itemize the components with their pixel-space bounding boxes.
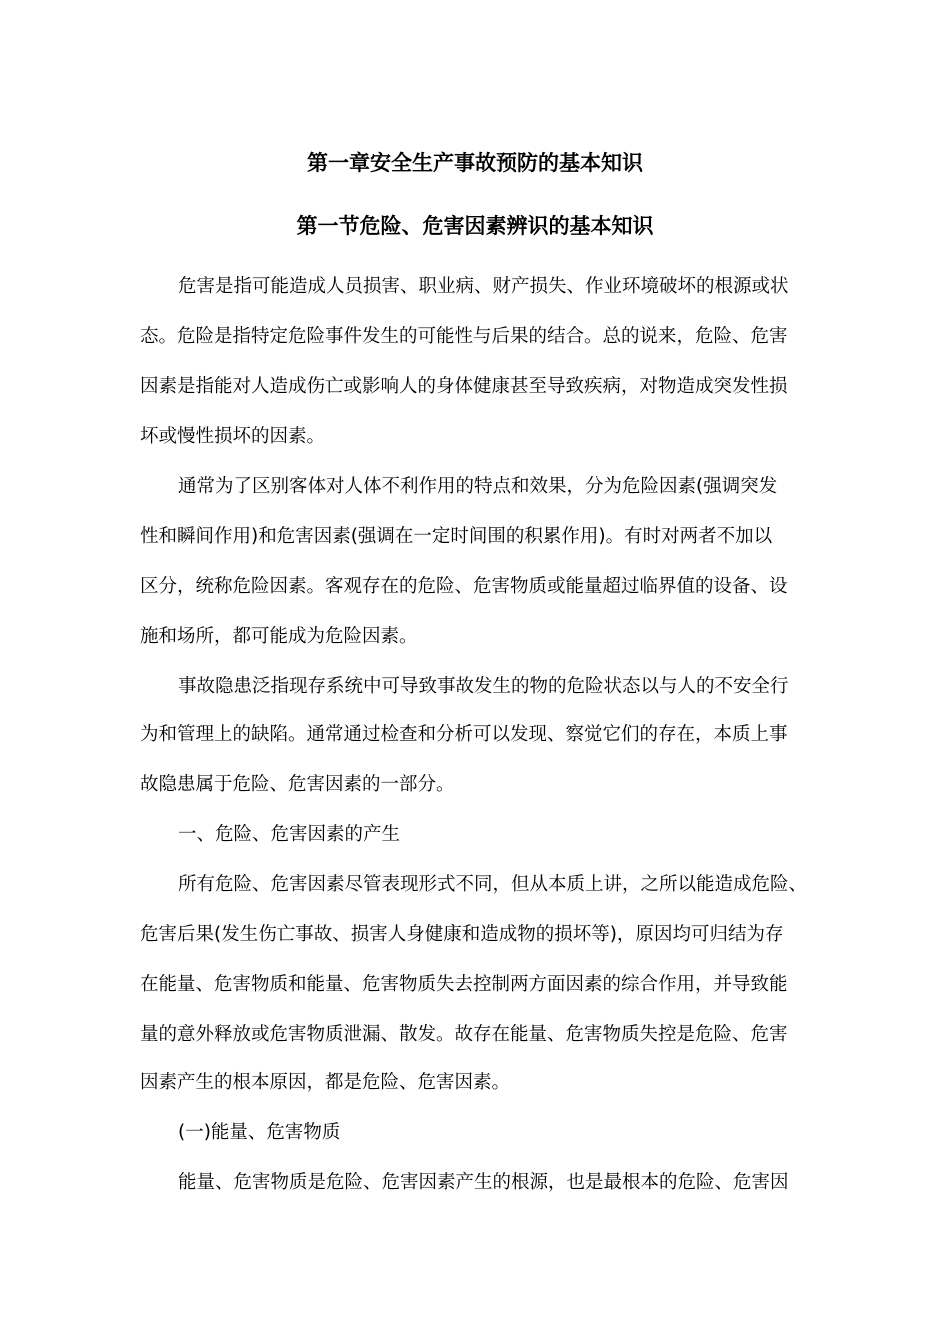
paragraph-line: 因素是指能对人造成伤亡或影响人的身体健康甚至导致疾病，对物造成突发性损 [140,376,788,397]
paragraph-line: 量的意外释放或危害物质泄漏、散发。故存在能量、危害物质失控是危险、危害 [140,1024,788,1045]
paragraph-line: 在能量、危害物质和能量、危害物质失去控制两方面因素的综合作用，并导致能 [140,974,788,995]
paragraph-line: 因素产生的根本原因，都是危险、危害因素。 [140,1072,511,1093]
paragraph-line: 态。危险是指特定危险事件发生的可能性与后果的结合。总的说来，危险、危害 [140,326,788,347]
paragraph-line: 为和管理上的缺陷。通常通过检查和分析可以发现、察觉它们的存在，本质上事 [140,724,788,745]
paragraph-line: 危害后果(发生伤亡事故、损害人身健康和造成物的损坏等)，原因均可归结为存 [140,924,784,945]
paragraph-line: 能量、危害物质是危险、危害因素产生的根源，也是最根本的危险、危害因 [178,1172,789,1193]
paragraph-line: 坏或慢性损坏的因素。 [140,426,326,447]
paragraph-line: 所有危险、危害因素尽管表现形式不同，但从本质上讲，之所以能造成危险、 [178,874,808,895]
paragraph-line: 施和场所，都可能成为危险因素。 [140,626,418,647]
subheading: 一、危险、危害因素的产生 [178,824,401,845]
subheading: (一)能量、危害物质 [178,1122,341,1143]
chapter-title: 第一章安全生产事故预防的基本知识 [307,151,643,175]
paragraph-line: 区分，统称危险因素。客观存在的危险、危害物质或能量超过临界值的设备、设 [140,576,788,597]
paragraph-line: 危害是指可能造成人员损害、职业病、财产损失、作业环境破坏的根源或状 [178,276,789,297]
paragraph-line: 通常为了区别客体对人体不利作用的特点和效果，分为危险因素(强调突发 [178,476,778,497]
section-title: 第一节危险、危害因素辨识的基本知识 [296,214,654,238]
paragraph-line: 事故隐患泛指现存系统中可导致事故发生的物的危险状态以与人的不安全行 [178,676,789,697]
paragraph-line: 故隐患属于危险、危害因素的一部分。 [140,774,455,795]
paragraph-line: 性和瞬间作用)和危害因素(强调在一定时间围的积累作用)。有时对两者不加以 [140,526,773,547]
